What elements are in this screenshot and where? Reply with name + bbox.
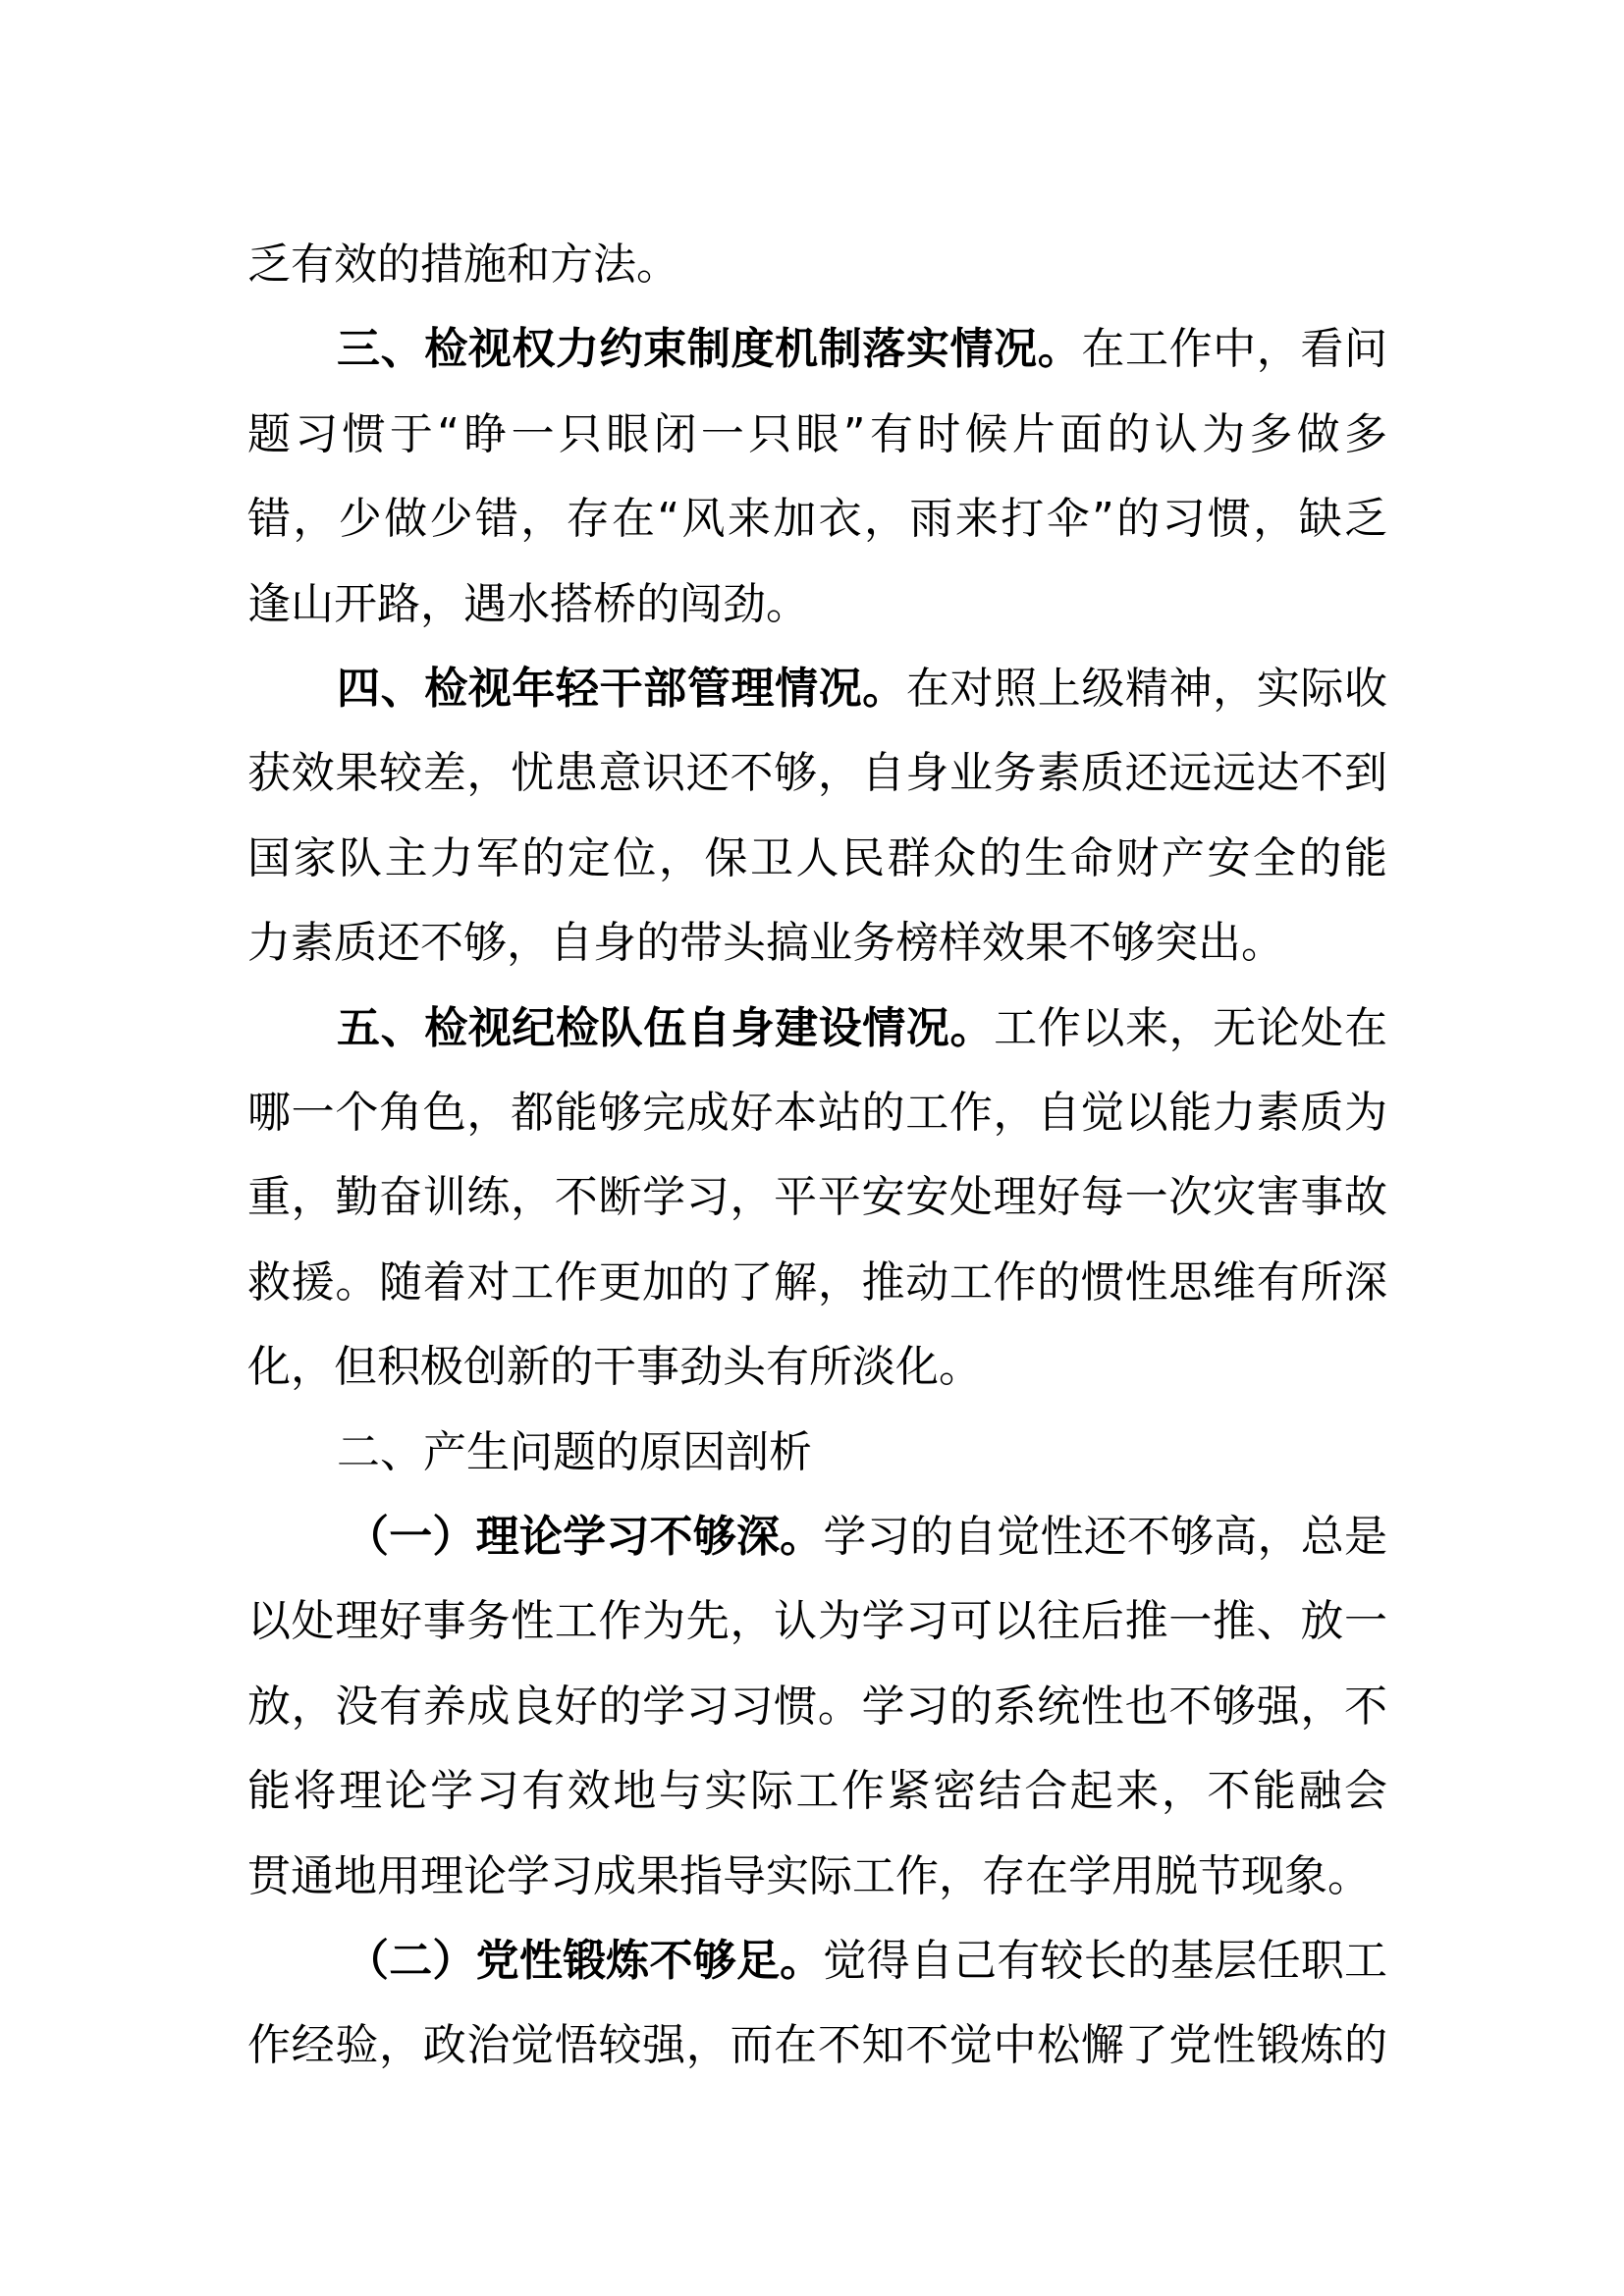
text-line bbox=[247, 731, 1387, 816]
body-text: 乏有效的措施和方法。 bbox=[247, 240, 679, 290]
section-heading: 三、检视权力约束制度机制落实情况。 bbox=[337, 324, 1082, 375]
text-line bbox=[247, 562, 1387, 647]
text-line bbox=[247, 1835, 1387, 1919]
text-line bbox=[247, 1325, 1387, 1410]
section-heading: 五、检视纪检队伍自身建设情况。 bbox=[337, 1002, 995, 1053]
text-line bbox=[247, 1919, 1387, 2003]
body-text: 国家队主力军的定位，保卫人民群众的生命财产安全的能 bbox=[247, 832, 1387, 883]
text-line bbox=[247, 307, 1387, 392]
section-heading: 四、检视年轻干部管理情况。 bbox=[337, 664, 906, 714]
body-text: 化，但积极创新的干事劲头有所淡化。 bbox=[247, 1342, 982, 1393]
section-heading: （一）理论学习不够深。 bbox=[346, 1512, 824, 1562]
section-heading: （二）党性锻炼不够足。 bbox=[346, 1936, 824, 1986]
text-line bbox=[247, 1241, 1387, 1325]
text-line bbox=[247, 1155, 1387, 1240]
body-text: 贯通地用理论学习成果指导实际工作，存在学用脱节现象。 bbox=[247, 1850, 1371, 1901]
text-line bbox=[247, 393, 1387, 477]
body-text: 错，少做少错，存在“风来加衣，雨来打伞”的习惯，缺乏 bbox=[247, 494, 1387, 545]
body-text: 以处理好事务性工作为先，认为学习可以往后推一推、放一 bbox=[247, 1596, 1387, 1647]
body-text: 在工作中，看问 bbox=[1081, 324, 1388, 375]
body-text: 重，勤奋训练，不断学习，平平安安处理好每一次灾害事故 bbox=[247, 1172, 1387, 1223]
body-text: 学习的自觉性还不够高，总是 bbox=[823, 1512, 1387, 1562]
text-line bbox=[247, 987, 1387, 1071]
text-line bbox=[247, 1071, 1387, 1155]
text-line bbox=[247, 1749, 1387, 1834]
text-line bbox=[247, 477, 1387, 561]
body-text: 获效果较差，忧患意识还不够，自身业务素质还远远达不到 bbox=[247, 748, 1387, 799]
text-line bbox=[247, 647, 1387, 731]
text-line bbox=[247, 1665, 1387, 1749]
text-line bbox=[247, 901, 1387, 986]
body-text: 哪一个角色，都能够完成好本站的工作，自觉以能力素质为 bbox=[247, 1088, 1387, 1138]
text-line bbox=[247, 1411, 1387, 1495]
body-text: 题习惯于“睁一只眼闭一只眼”有时候片面的认为多做多 bbox=[247, 408, 1387, 459]
body-text: 在对照上级精神，实际收 bbox=[905, 664, 1388, 714]
text-line bbox=[247, 817, 1387, 901]
body-text: 逢山开路，遇水搭桥的闯劲。 bbox=[247, 578, 809, 629]
body-text: 救援。随着对工作更加的了解，推动工作的惯性思维有所深 bbox=[247, 1256, 1387, 1308]
body-text: 能将理论学习有效地与实际工作紧密结合起来，不能融会 bbox=[247, 1766, 1387, 1817]
text-line bbox=[247, 2003, 1387, 2088]
text-line bbox=[247, 223, 1387, 307]
text-line bbox=[247, 1495, 1387, 1579]
body-text: 觉得自己有较长的基层任职工 bbox=[823, 1936, 1387, 1986]
body-text: 二、产生问题的原因剖析 bbox=[337, 1426, 812, 1477]
body-text: 作经验，政治觉悟较强，而在不知不觉中松懈了党性锻炼的 bbox=[247, 2020, 1387, 2071]
body-text: 工作以来，无论处在 bbox=[994, 1002, 1388, 1053]
body-text: 放，没有养成良好的学习习惯。学习的系统性也不够强，不 bbox=[247, 1681, 1387, 1732]
body-text: 力素质还不够，自身的带头搞业务榜样效果不够突出。 bbox=[247, 918, 1284, 969]
text-line bbox=[247, 1579, 1387, 1664]
